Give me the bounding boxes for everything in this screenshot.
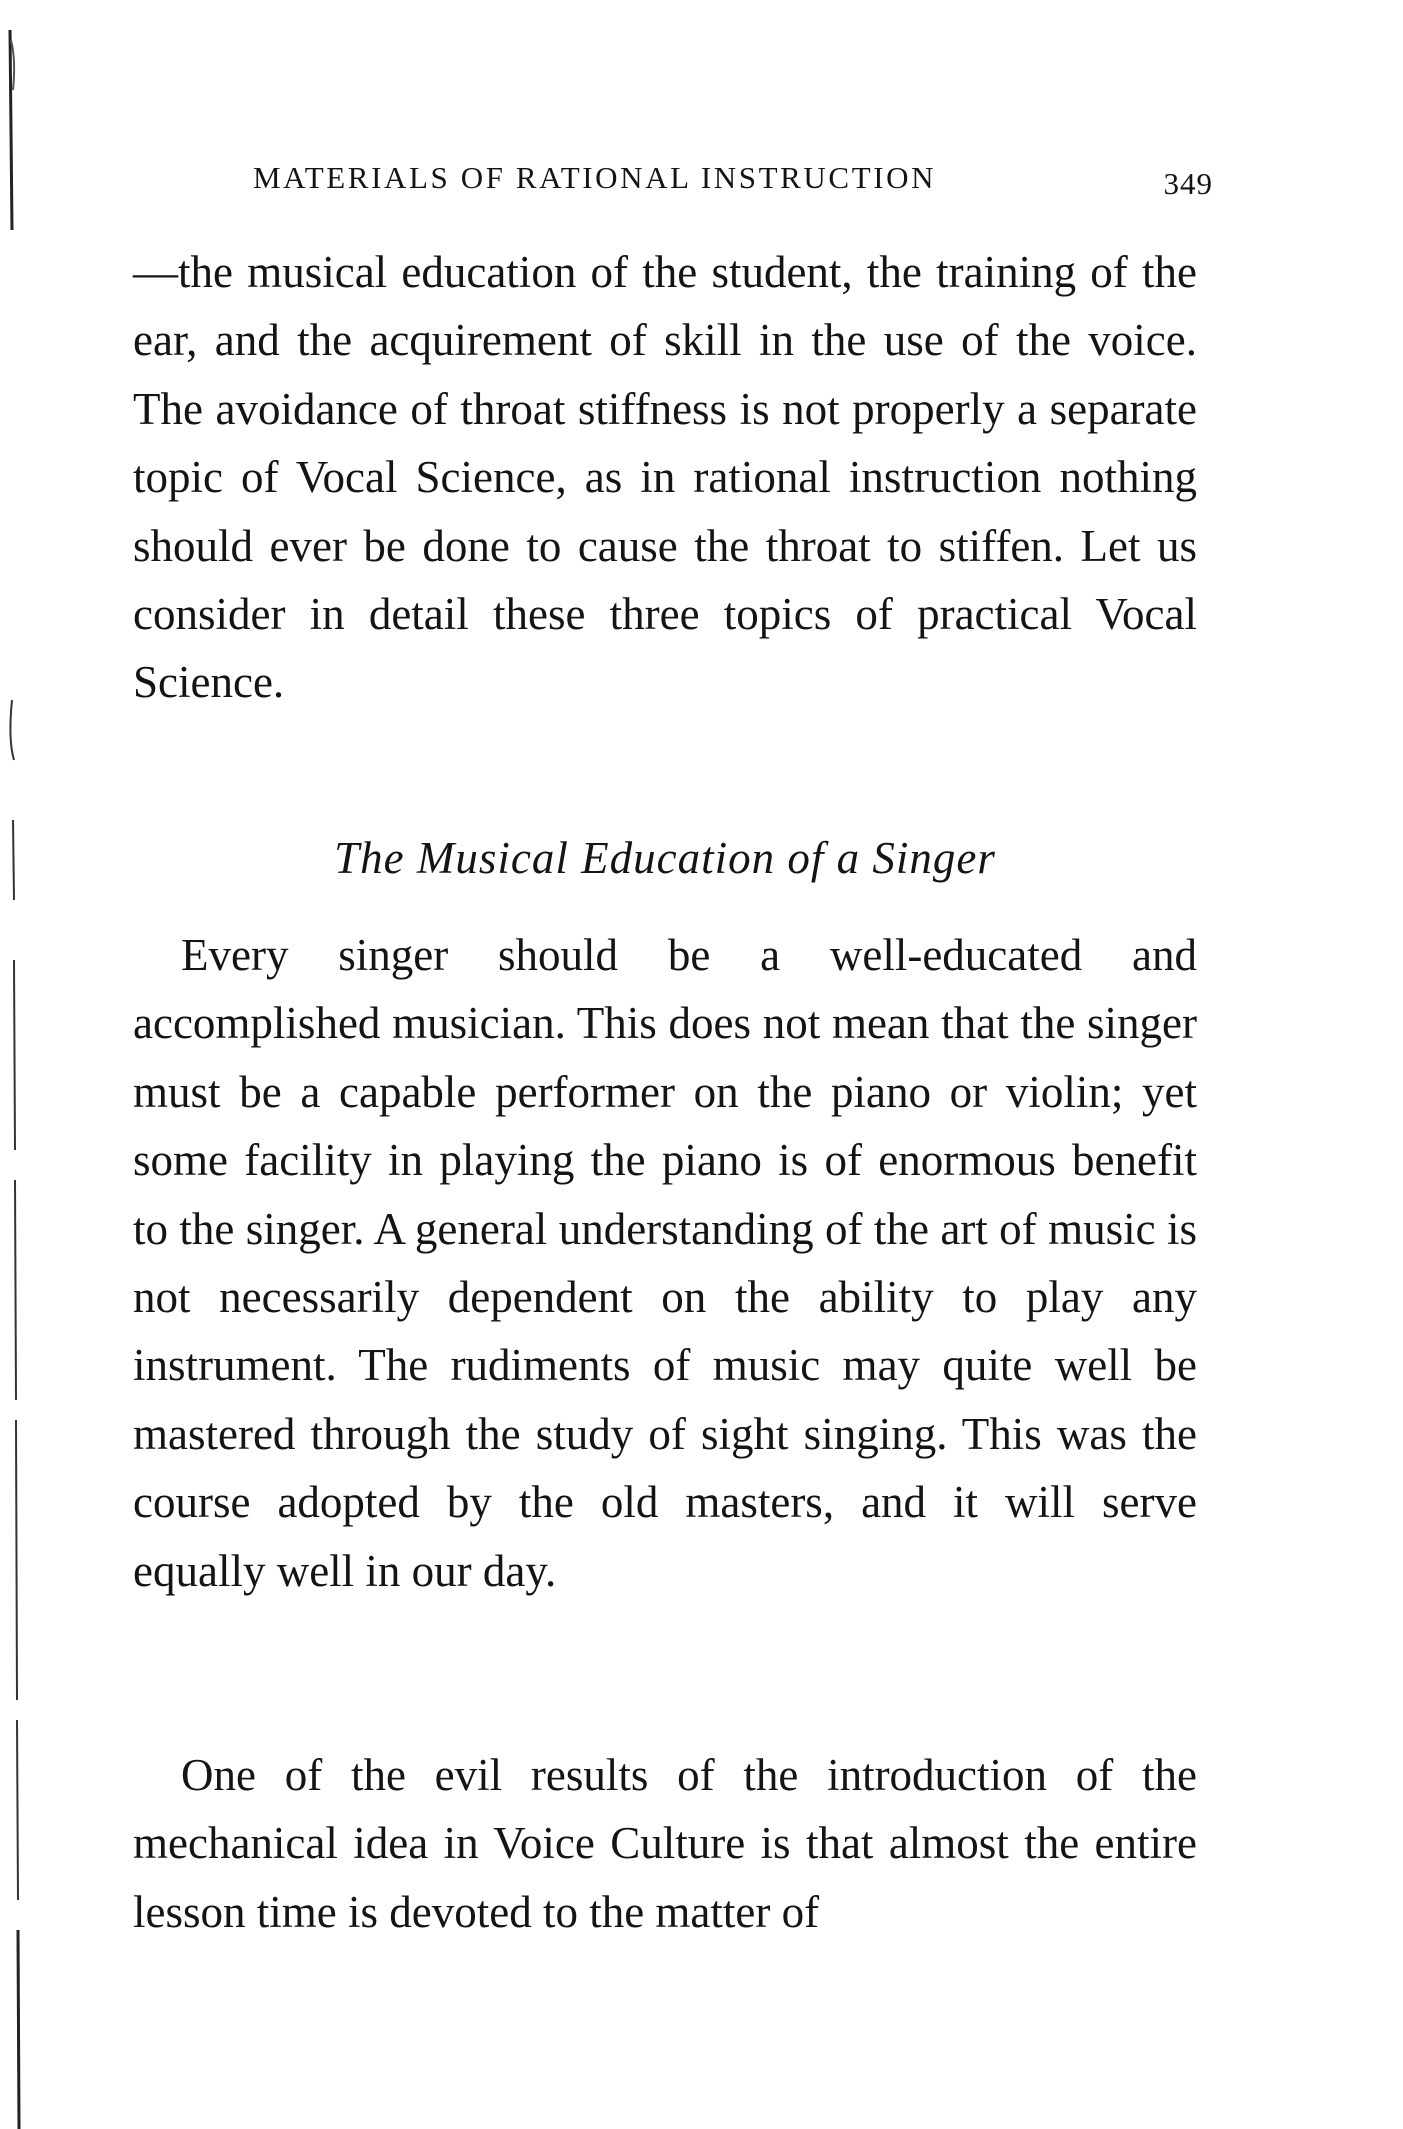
binding-edge — [4, 0, 38, 2129]
section-heading: The Musical Education of a Singer — [334, 833, 996, 883]
running-head: MATERIALS OF RATIONAL INSTRUCTION — [253, 160, 937, 195]
paragraph-3: One of the evil results of the introduction of the mechanical idea in Voice Culture is that almost the entire lesson time is devoted to the matter of — [133, 1750, 1197, 1937]
paragraph-1: —the musical education of the student, the training of the ear, and the acquirement of skill in the use of the voice. The avoidance of throat stiffness is not properly a separate topic of Vocal Science, as in rational instruction nothing should ever be done to cause the throat to stiffen. Let us consider in detail these three topics of practical Vocal Science. — [133, 247, 1197, 708]
paragraph-2: Every singer should be a well-educated and accomplished musician. This does not mean that the singer must be a capable performer on the piano or violin; yet some facility in playing the piano is of enormous benefit to the singer. A general understanding of the art of music is not necessarily dependent on the ability to play any instrument. The rudiments of music may quite well be mastered through the study of sight singing. This was the course adopted by the old masters, and it will serve equally well in our day. — [133, 930, 1197, 1596]
page-header — [253, 160, 1213, 210]
page-number: 349 — [1163, 166, 1213, 201]
